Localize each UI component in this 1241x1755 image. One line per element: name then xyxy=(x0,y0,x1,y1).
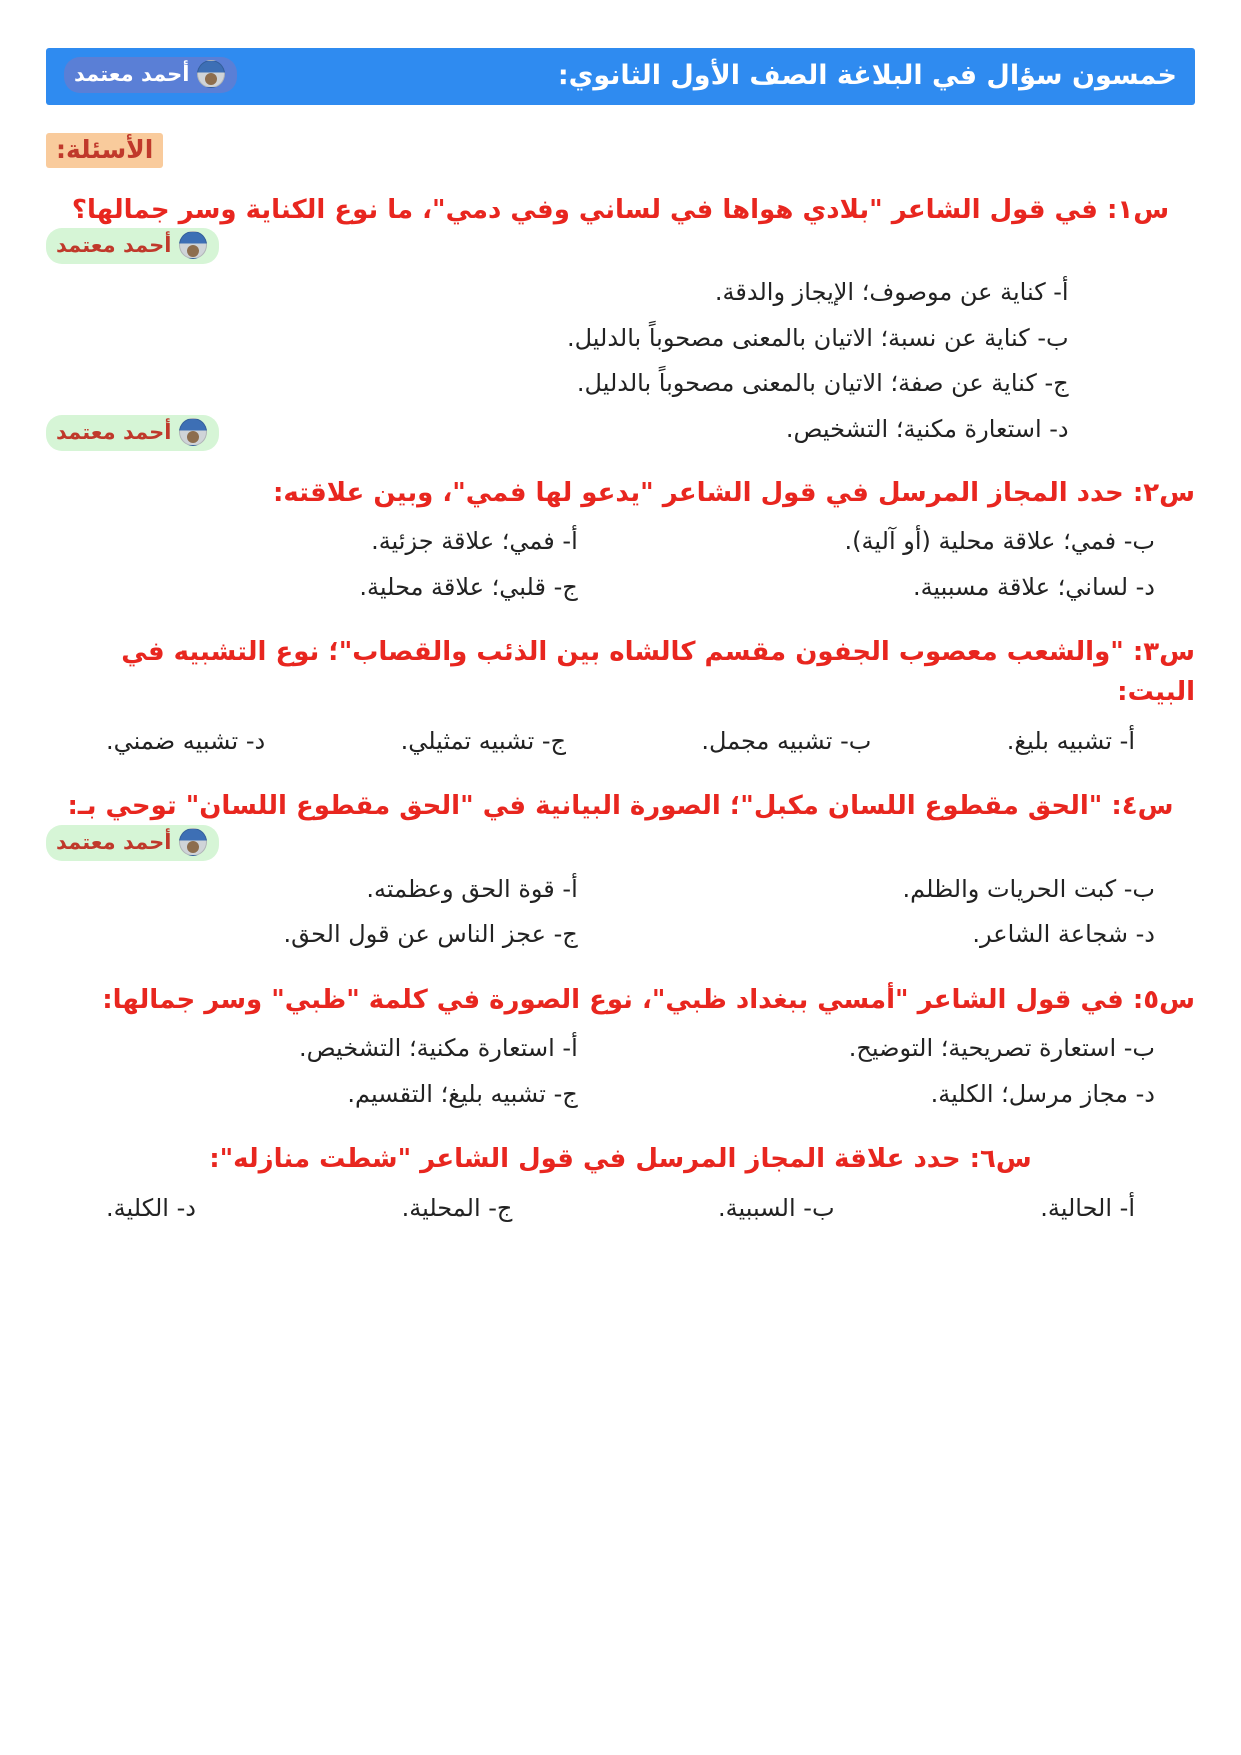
page-title: خمسون سؤال في البلاغة الصف الأول الثانوي: xyxy=(557,59,1177,91)
choice-row[interactable] xyxy=(46,407,1195,453)
choice-option[interactable]: ج- تشبيه تمثيلي. xyxy=(400,726,567,755)
question-text: س٣: "والشعب معصوب الجفون مقسم كالشاه بين الذئب والقصاب"؛ نوع التشبيه في البيت: xyxy=(121,637,1195,708)
choice-row[interactable] xyxy=(46,519,1195,565)
choice-option[interactable]: ب- كناية عن نسبة؛ الاتيان بالمعنى مصحوباً بالدليل. xyxy=(566,323,1069,352)
question-block xyxy=(46,1139,1195,1231)
question-text: س٦: حدد علاقة المجاز المرسل في قول الشاعر "شطت منازله": xyxy=(209,1144,1032,1175)
choice-option[interactable]: د- شجاعة الشاعر. xyxy=(972,920,1155,949)
question-block xyxy=(46,473,1195,610)
choice-option[interactable]: ب- تشبيه مجمل. xyxy=(701,726,872,755)
question-text: س٥: في قول الشاعر "أمسي ببغداد ظبي"، نوع الصورة في كلمة "ظبي" وسر جمالها: xyxy=(102,984,1195,1015)
choice-option[interactable]: د- لساني؛ علاقة مسببية. xyxy=(912,572,1155,601)
question-text: س٤: "الحق مقطوع اللسان مكبل"؛ الصورة البيانية في "الحق مقطوع اللسان" توحي بـ: xyxy=(67,791,1174,822)
choice-option[interactable]: أ- الحالية. xyxy=(1040,1193,1135,1222)
watermark-badge xyxy=(46,228,219,264)
choice-option[interactable]: ب- كبت الحريات والظلم. xyxy=(902,874,1155,903)
choices-list xyxy=(46,1186,1195,1232)
choice-row[interactable] xyxy=(46,867,1195,913)
choices-list xyxy=(46,719,1195,765)
choice-option[interactable]: ج- تشبيه بليغ؛ التقسيم. xyxy=(347,1079,578,1108)
choices-list xyxy=(46,1026,1195,1117)
watermark-label: أحمد معتمد xyxy=(56,233,172,258)
watermark-badge xyxy=(46,825,219,861)
choice-option[interactable]: أ- قوة الحق وعظمته. xyxy=(366,874,578,903)
avatar-icon xyxy=(179,231,207,259)
section-label-row xyxy=(46,133,1195,168)
watermark-label: أحمد معتمد xyxy=(56,419,172,444)
choice-option[interactable]: أ- كناية عن موصوف؛ الإيجاز والدقة. xyxy=(714,278,1069,307)
document-header xyxy=(46,48,1195,105)
question-block xyxy=(46,980,1195,1117)
choice-option[interactable]: ب- استعارة تصريحية؛ التوضيح. xyxy=(848,1034,1155,1063)
header-band xyxy=(46,48,1195,105)
watermark-row xyxy=(46,228,1195,264)
avatar-icon xyxy=(197,60,225,88)
choices-list xyxy=(46,867,1195,958)
section-label: الأسئلة: xyxy=(46,133,163,168)
choice-row[interactable] xyxy=(46,1072,1195,1118)
choice-option[interactable]: ب- السببية. xyxy=(718,1193,835,1222)
choice-row[interactable] xyxy=(46,1186,1195,1232)
choice-option[interactable]: ب- فمي؛ علاقة محلية (أو آلية). xyxy=(844,526,1155,555)
choice-option[interactable]: أ- تشبيه بليغ. xyxy=(1006,726,1135,755)
choice-row[interactable] xyxy=(46,565,1195,611)
choice-option[interactable]: ج- قلبي؛ علاقة محلية. xyxy=(359,572,578,601)
choice-row[interactable] xyxy=(46,719,1195,765)
choice-row[interactable] xyxy=(46,361,1195,407)
avatar-icon xyxy=(179,828,207,856)
question-block xyxy=(46,786,1195,957)
choice-option[interactable]: أ- استعارة مكنية؛ التشخيص. xyxy=(298,1034,578,1063)
choice-option[interactable]: د- الكلية. xyxy=(106,1193,196,1222)
author-badge xyxy=(64,57,237,93)
choices-list xyxy=(46,519,1195,610)
choice-option[interactable]: ج- كناية عن صفة؛ الاتيان بالمعنى مصحوباً بالدليل. xyxy=(576,369,1069,398)
choices-list xyxy=(46,270,1195,450)
choice-row[interactable] xyxy=(46,1026,1195,1072)
watermark-row xyxy=(46,825,1195,861)
choice-row[interactable] xyxy=(46,316,1195,362)
author-badge-label: أحمد معتمد xyxy=(74,62,190,86)
choice-option[interactable]: ج- عجز الناس عن قول الحق. xyxy=(283,920,578,949)
choice-option[interactable]: أ- فمي؛ علاقة جزئية. xyxy=(371,526,578,555)
question-block xyxy=(46,632,1195,764)
choice-option[interactable]: د- مجاز مرسل؛ الكلية. xyxy=(930,1079,1155,1108)
choice-row[interactable] xyxy=(46,270,1195,316)
question-block xyxy=(46,190,1195,451)
choice-option[interactable]: د- استعارة مكنية؛ التشخيص. xyxy=(785,415,1069,444)
choice-row[interactable] xyxy=(46,912,1195,958)
choice-option[interactable]: د- تشبيه ضمني. xyxy=(106,726,266,755)
question-text: س٢: حدد المجاز المرسل في قول الشاعر "يدعو لها فمي"، وبين علاقته: xyxy=(272,477,1195,508)
question-text: س١: في قول الشاعر "بلادي هواها في لساني وفي دمي"، ما نوع الكناية وسر جمالها؟ xyxy=(71,195,1170,225)
choice-option[interactable]: ج- المحلية. xyxy=(401,1193,513,1222)
watermark-label: أحمد معتمد xyxy=(56,829,172,854)
